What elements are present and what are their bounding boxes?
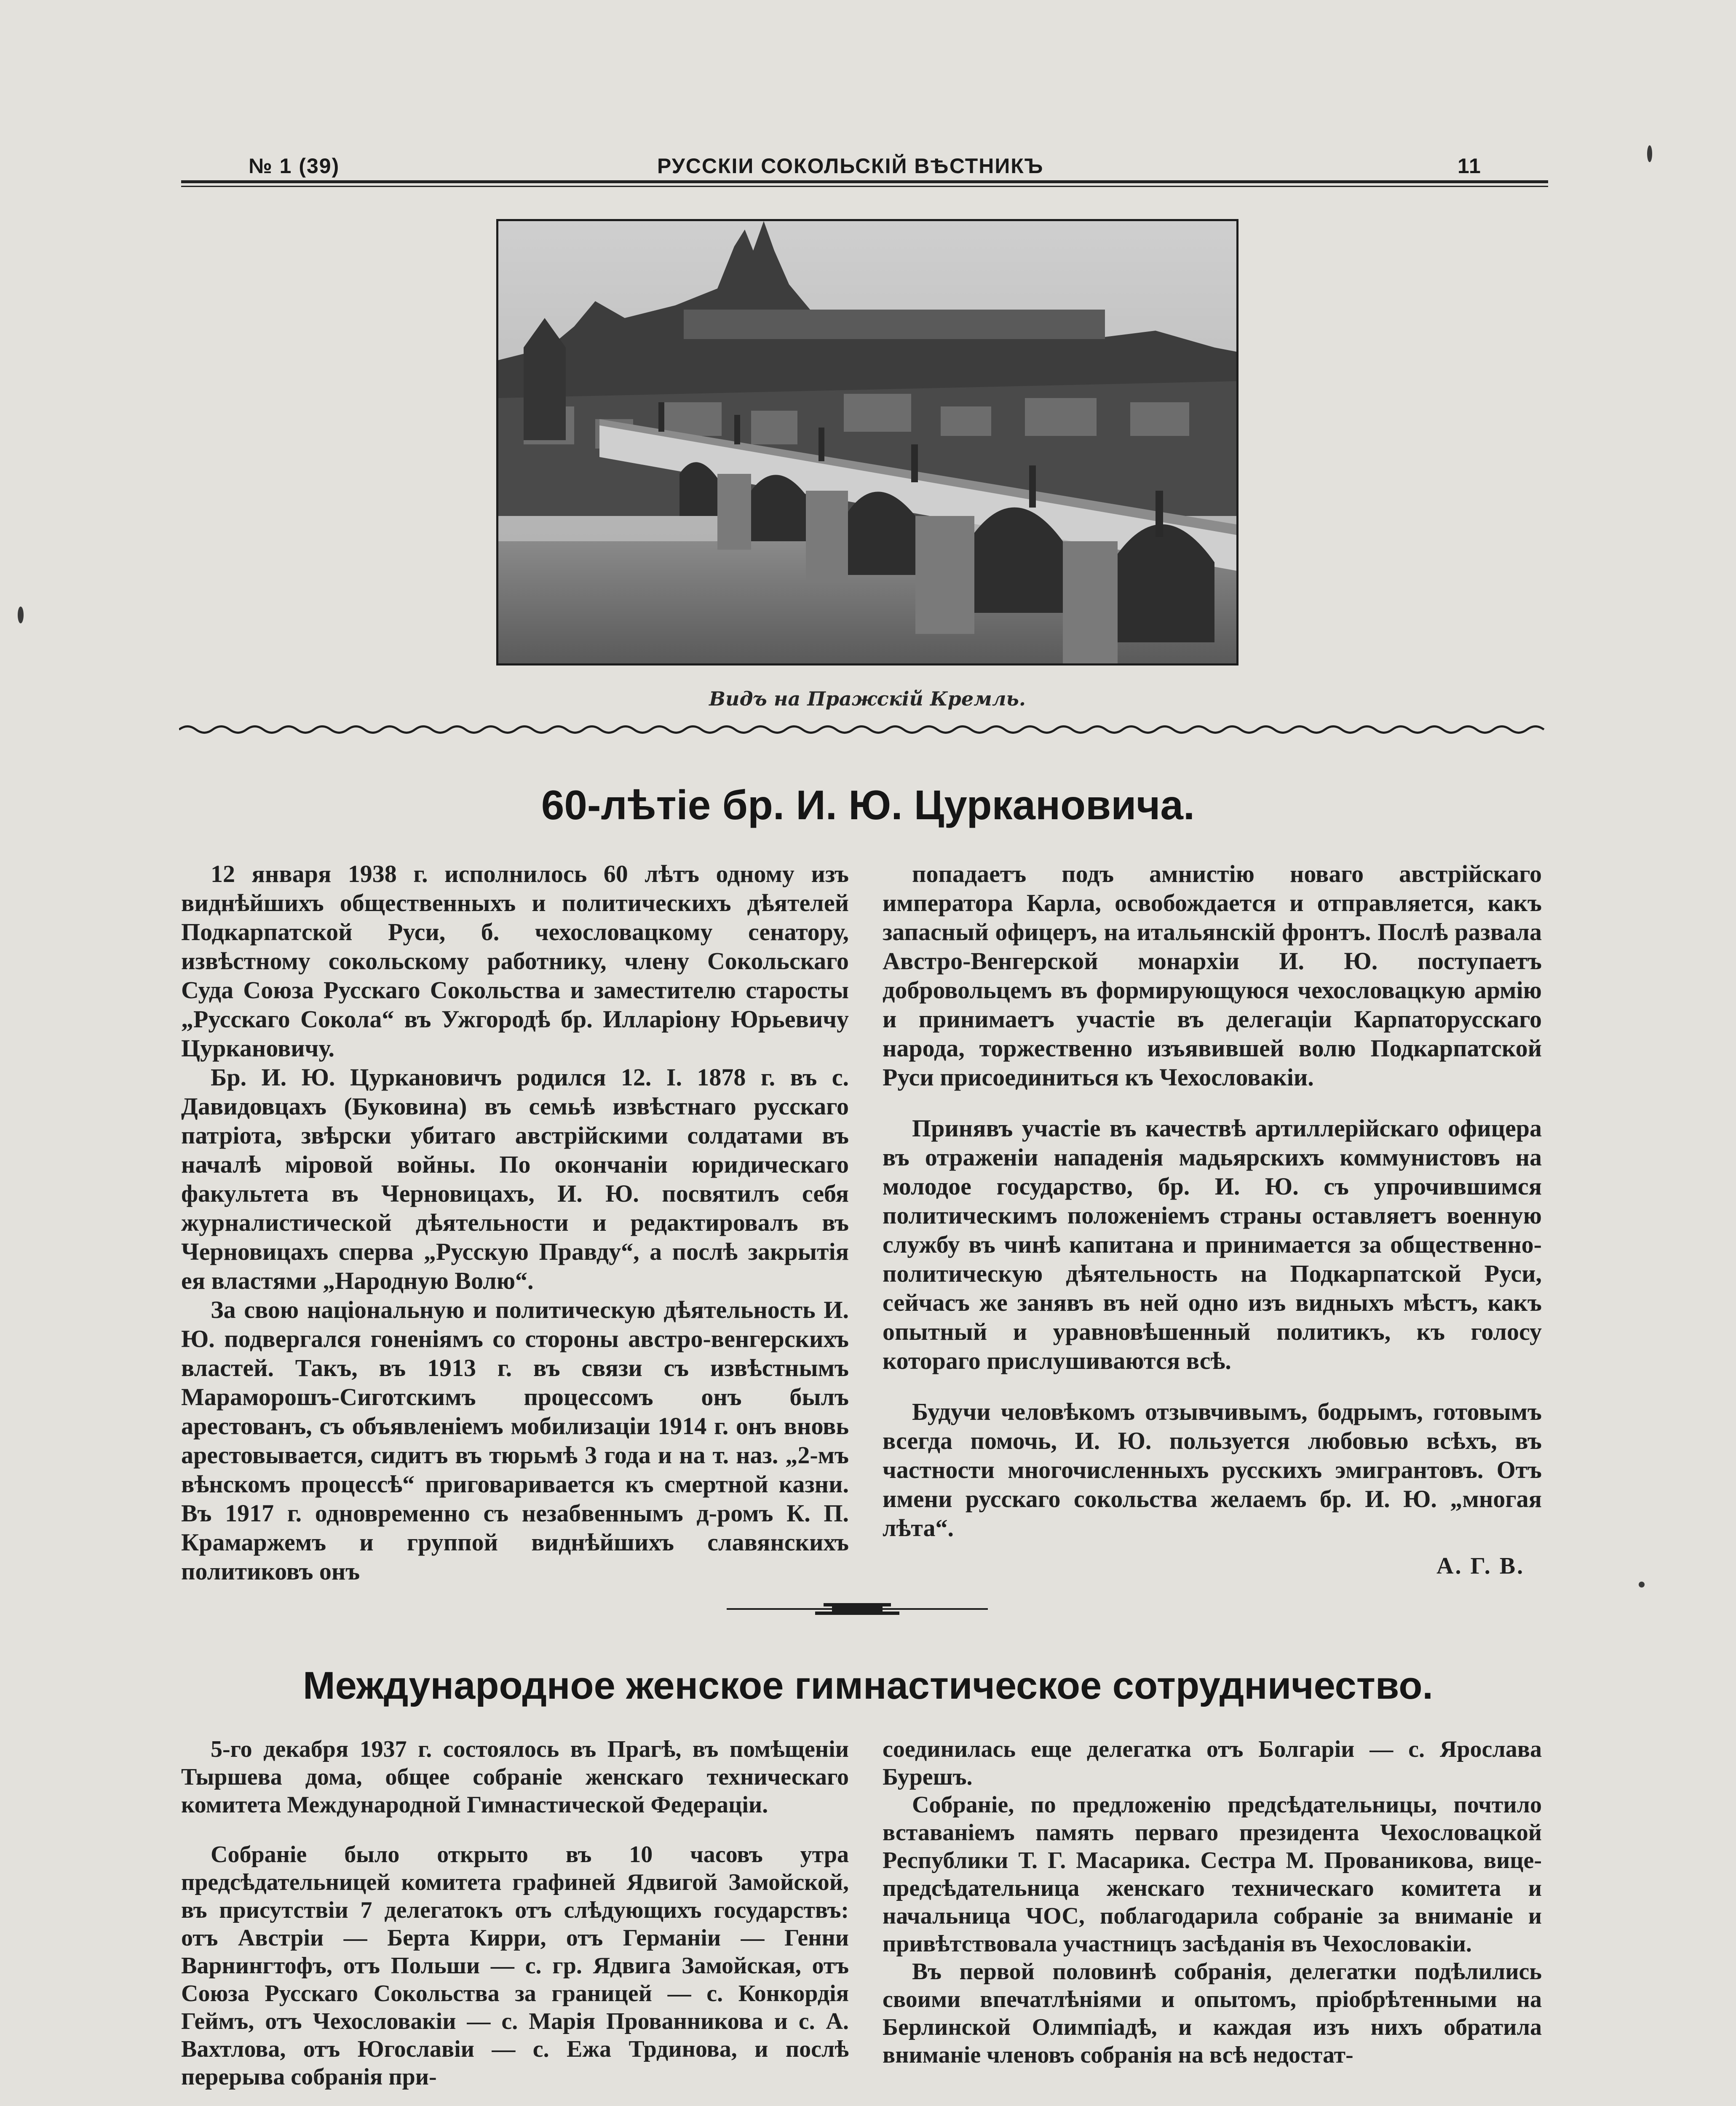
- paragraph: попадаетъ подъ амнистію новаго австрійскаго императора Карла, освобождается и отправляется, какъ запасный офицеръ, на итальянскій фронтъ. Послѣ развала Австро-Венгерской монархіи И. Ю. поступаетъ добровольцемъ въ формирующуюся чехословацкую армію и принимаетъ участіе въ делегаціи Карпаторусскаго народа, торжественно изъявившей волю Подкарпатской Руси присоединиться къ Чехословакіи.: [883, 860, 1542, 1091]
- scan-mark: [1647, 145, 1652, 162]
- paragraph: 12 января 1938 г. исполнилось 60 лѣтъ одному изъ виднѣйшихъ общественныхъ и политическихъ дѣятелей Подкарпатской Руси, б. чехословацкому сенатору, извѣстному сокольскому работнику, члену Сокольскаго Суда Союза Русскаго Сокольства и заместителю старосты „Русскаго Сокола“ въ Ужгородѣ бр. Илларіону Юрьевичу Цуркановичу.: [181, 860, 849, 1062]
- header-rule-thin: [181, 186, 1548, 187]
- paragraph: Собраніе, по предложенію предсѣдательницы, почтило вставаніемъ память перваго президента Чехословацкой Республики Т. Г. Масарика. Сестра М. Прованикова, вице-предсѣдательница женскаго техническаго комитета и начальница ЧОС, поблагодарила собраніе за вниманіе и привѣтствовала участницъ засѣданія въ Чехословакіи.: [883, 1792, 1542, 1957]
- paragraph: Собраніе было открыто въ 10 часовъ утра предсѣдательницей комитета графиней Ядвигой Замойской, въ присутствіи 7 делегатокъ отъ слѣдующихъ государствъ: отъ Австріи — Берта Кирри, отъ Германіи — Генни Варнингтофъ, отъ Польши — с. гр. Ядвига Замойская, отъ Союза Русскаго Сокольства за границей — с. Конкордія Геймъ, отъ Чехословакіи — с. Марія Прованникова и с. А. Вахтлова, отъ Югославіи — с. Ежа Трдинова, и послѣ перерыва собранія при-: [181, 1841, 849, 2090]
- ornamental-divider: [727, 1601, 988, 1617]
- header-rule: [181, 180, 1548, 183]
- author-signature: А. Г. В.: [1436, 1553, 1525, 1579]
- article-1-title: 60-лѣтіе бр. И. Ю. Цуркановича.: [541, 782, 1195, 828]
- article-1-right-column: [883, 859, 1542, 1542]
- journal-title: РУССКІИ СОКОЛЬСКІЙ ВѢСТНИКЪ: [657, 154, 1044, 178]
- article-2-left-column: [181, 1735, 849, 2091]
- paragraph: Бр. И. Ю. Цуркановичъ родился 12. I. 1878 г. въ с. Давидовцахъ (Буковина) въ семьѣ извѣстнаго русскаго патріота, звѣрски убитаго австрійскими солдатами въ началѣ міровой войны. По окончаніи юридическаго факультета въ Черновицахъ, И. Ю. посвятилъ себя журналистической дѣятельности и редактировалъ въ Черновицахъ сперва „Русскую Правду“, а послѣ закрытія ея властями „Народную Волю“.: [181, 1064, 849, 1294]
- page-number: 11: [1458, 154, 1482, 178]
- wavy-separator: [179, 721, 1546, 738]
- photo-caption: Видъ на Пражскій Кремль.: [709, 687, 1026, 710]
- article-1-left-column: [181, 859, 849, 1586]
- scan-mark: [1639, 1582, 1645, 1588]
- photo-illustration: [498, 221, 1236, 663]
- paragraph: соединилась еще делегатка отъ Болгаріи — с. Ярослава Бурешъ.: [883, 1736, 1542, 1790]
- paragraph: Въ первой половинѣ собранія, делегатки подѣлились своими впечатлѣніями и опытомъ, пріобрѣтенными на Берлинской Олимпіадѣ, и каждая изъ нихъ обратила вниманіе членовъ собранія на всѣ недостат-: [883, 1959, 1542, 2068]
- article-2-title: Международное женское гимнастическое сотрудничество.: [303, 1664, 1433, 1707]
- issue-number: № 1 (39): [249, 154, 340, 178]
- paragraph: За свою національную и политическую дѣятельность И. Ю. подвергался гоненіямъ со стороны австро-венгерскихъ властей. Такъ, въ 1913 г. въ связи съ извѣстнымъ Мараморошъ-Сиготскимъ процессомъ онъ былъ арестованъ, съ объявленіемъ мобилизаціи 1914 г. онъ вновь арестовывается, сидитъ въ тюрьмѣ 3 года и на т. наз. „2-мъ вѣнскомъ процессѣ“ приговаривается къ смертной казни. Въ 1917 г. одновременно съ незабвеннымъ д-ромъ К. П. Крамаржемъ и группой виднѣйшихъ славянскихъ политиковъ онъ: [181, 1296, 849, 1585]
- paragraph: 5-го декабря 1937 г. состоялось въ Прагѣ, въ помѣщеніи Тыршева дома, общее собраніе женскаго техническаго комитета Международной Гимнастической Федераціи.: [181, 1736, 849, 1818]
- paragraph: Принявъ участіе въ качествѣ артиллерійскаго офицера въ отраженіи нападенія мадьярскихъ коммунистовъ на молодое государство, бр. И. Ю. съ упрочившимся политическимъ положеніемъ страны оставляетъ военную службу въ чинѣ капитана и принимается за общественно-политическую дѣятельность на Подкарпатской Руси, сейчасъ же занявъ въ ней одно изъ видныхъ мѣстъ, какъ опытный и уравновѣшенный политикъ, къ голосу котораго прислушиваются всѣ.: [883, 1114, 1542, 1374]
- scan-mark: [18, 607, 24, 623]
- article-2-right-column: [883, 1735, 1542, 2069]
- prague-kremlin-photo: [496, 219, 1238, 665]
- paragraph: Будучи человѣкомъ отзывчивымъ, бодрымъ, готовымъ всегда помочь, И. Ю. пользуется любовью всѣхъ, въ частности многочисленныхъ русскихъ эмигрантовъ. Отъ имени русскаго сокольства желаемъ бр. И. Ю. „многая лѣта“.: [883, 1398, 1542, 1542]
